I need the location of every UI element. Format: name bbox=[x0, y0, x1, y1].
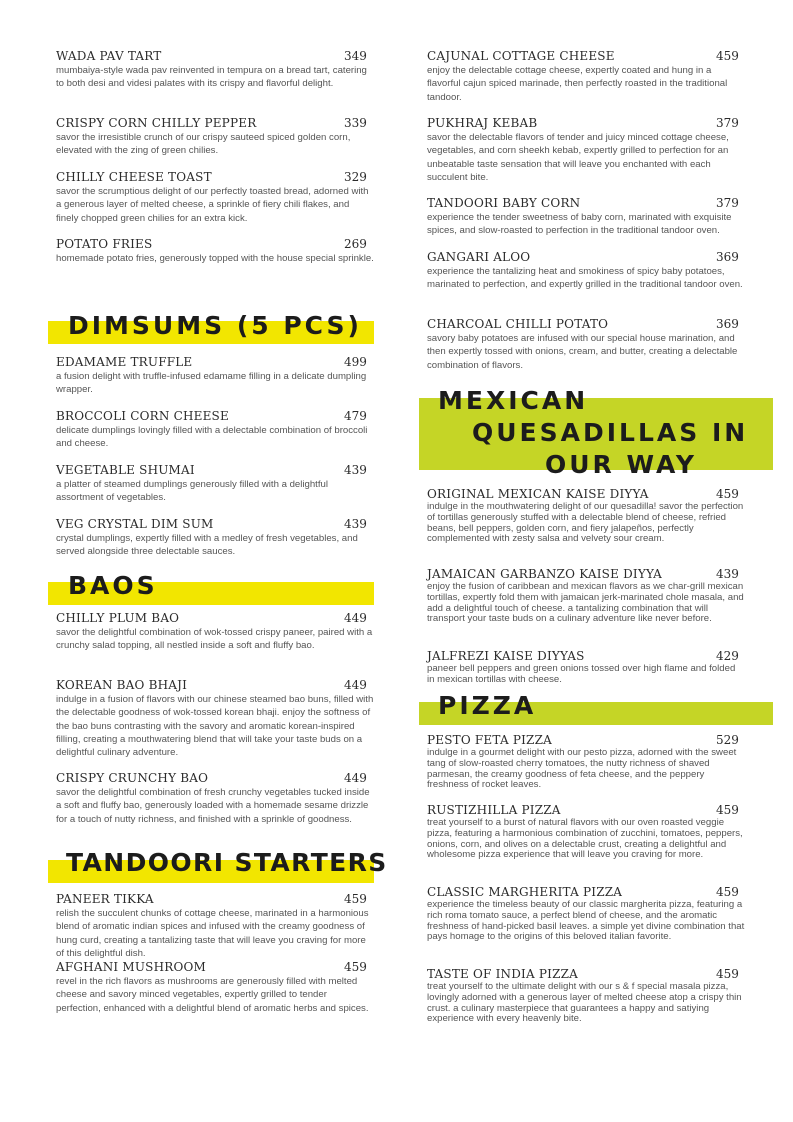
item-name: VEG CRYSTAL DIM SUM bbox=[56, 517, 214, 531]
item-description: indulge in a fusion of flavors with our chinese steamed bao buns, filled with the delectable goodness of wok-tossed korean bhaji. enjoy the softness of the bao buns contrasting with the savory and aromatic korean-inspired filling, creating a mouthwatering blend that will take your taste buds on a delightful culinary adventure. bbox=[56, 694, 374, 759]
item-name: WADA PAV TART bbox=[56, 49, 162, 63]
item-price: 459 bbox=[716, 487, 739, 501]
menu-item-vegetable-shumai bbox=[56, 463, 374, 505]
item-price: 379 bbox=[716, 196, 739, 210]
section-heading-baos: BAOS bbox=[68, 571, 158, 600]
item-description: delicate dumplings lovingly filled with a delectable combination of broccoli and cheese. bbox=[56, 425, 368, 450]
menu-item-paneer-tikka bbox=[56, 892, 376, 960]
item-price: 369 bbox=[716, 317, 739, 331]
item-price: 459 bbox=[716, 967, 739, 981]
section-heading-dimsums: DIMSUMS (5 PCS) bbox=[68, 311, 362, 340]
menu-item-jalfrezi-kaise-diyyas bbox=[427, 649, 745, 686]
item-name: KOREAN BAO BHAJI bbox=[56, 678, 188, 692]
item-description: savor the irresistible crunch of our crispy sauteed spiced golden corn, elevated with the zing of green chilies. bbox=[56, 132, 351, 157]
item-description: enjoy the delectable cottage cheese, expertly coated and hung in a flavorful cajun spiced marinade, then perfectly roasted in the traditional tandoor. bbox=[427, 65, 728, 103]
menu-item-edamame-truffle bbox=[56, 355, 374, 397]
item-price: 449 bbox=[344, 678, 367, 692]
menu-item-gangari-aloo bbox=[427, 250, 745, 292]
menu-item-veg-crystal-dim-sum bbox=[56, 517, 374, 559]
item-description: savory baby potatoes are infused with our special house marination, and then expertly tossed with onions, cream, and butter, creating a delectable combination of flavors. bbox=[427, 333, 738, 371]
item-name: RUSTIZHILLA PIZZA bbox=[427, 803, 561, 817]
menu-item-original-mexican-kaise-diyya bbox=[427, 487, 745, 545]
item-description: savor the delightful combination of wok-tossed crispy paneer, paired with a crunchy salad topping, all nestled inside a soft and fluffy bao. bbox=[56, 627, 373, 652]
item-name: BROCCOLI CORN CHEESE bbox=[56, 409, 229, 423]
item-description: paneer bell peppers and green onions tossed over high flame and folded in mexican tortillas with cheese. bbox=[427, 663, 736, 685]
item-description: a platter of steamed dumplings generously filled with a delightful assortment of vegetables. bbox=[56, 479, 328, 504]
item-name: CAJUNAL COTTAGE CHEESE bbox=[427, 49, 615, 63]
item-name: GANGARI ALOO bbox=[427, 250, 531, 264]
menu-item-broccoli-corn-cheese bbox=[56, 409, 374, 451]
item-price: 459 bbox=[716, 885, 739, 899]
item-name: AFGHANI MUSHROOM bbox=[56, 960, 207, 974]
menu-item-taste-of-india-pizza bbox=[427, 967, 745, 1025]
item-name: TANDOORI BABY CORN bbox=[427, 196, 581, 210]
item-description: indulge in a gourmet delight with our pesto pizza, adorned with the sweet tang of slow-roasted cherry tomatoes, the nutty richness of shaved parmesan, the creamy goodness of feta cheese, and the peppery freshness of rocket leaves. bbox=[427, 747, 737, 791]
item-price: 529 bbox=[716, 733, 739, 747]
item-description: experience the tender sweetness of baby corn, marinated with exquisite spices, and slow-roasted to perfection in the traditional tandoor oven. bbox=[427, 212, 732, 237]
item-price: 459 bbox=[716, 803, 739, 817]
item-description: relish the succulent chunks of cottage cheese, marinated in a harmonious blend of aromatic indian spices and infused with the creamy goodness of hung curd, creating a tantalizing taste that will leave you craving for more of this delightful dish. bbox=[56, 908, 369, 959]
item-description: indulge in the mouthwatering delight of our quesadilla! savor the perfection of tortillas generously stuffed with a delectable blend of cheese, refried beans, bell peppers, golden corn, and fiery jalapeños, perfectly complemented with zesty salsa and velvety sour cream. bbox=[427, 501, 744, 545]
section-heading-mexican-line3: OUR WAY bbox=[545, 450, 698, 479]
item-name: VEGETABLE SHUMAI bbox=[56, 463, 195, 477]
menu-item-wada-pav-tart bbox=[56, 49, 374, 91]
item-description: savor the delightful combination of fresh crunchy vegetables tucked inside a soft and fluffy bao, generously loaded with a homemade sesame drizzle for a touch of nutty richness, and finished with a sprinkle of goodness. bbox=[56, 787, 370, 825]
item-name: ORIGINAL MEXICAN KAISE DIYYA bbox=[427, 487, 649, 501]
item-price: 379 bbox=[716, 116, 739, 130]
item-name: POTATO FRIES bbox=[56, 237, 153, 251]
item-description: enjoy the fusion of caribbean and mexican flavors as we char-grill mexican tortillas, expertly fold them with jamaican jerk-marinated chole masala, and add a delightful touch of cheese. a tantalizing combination that will transport your taste buds on a culinary adventure like never before. bbox=[427, 581, 744, 625]
item-name: JAMAICAN GARBANZO KAISE DIYYA bbox=[427, 567, 663, 581]
item-price: 339 bbox=[344, 116, 367, 130]
menu-item-potato-fries bbox=[56, 237, 374, 265]
item-name: PANEER TIKKA bbox=[56, 892, 154, 906]
menu-item-crispy-corn-chilly-pepper bbox=[56, 116, 374, 158]
menu-item-cajunal-cottage-cheese bbox=[427, 49, 745, 104]
menu-item-charcoal-chilli-potato bbox=[427, 317, 745, 372]
item-price: 479 bbox=[344, 409, 367, 423]
item-price: 269 bbox=[344, 237, 367, 251]
item-description: experience the timeless beauty of our classic margherita pizza, featuring a rich roma tomato sauce, a perfect blend of cheese, and the aromatic freshness of hand-picked basil leaves. a simple yet divine combination that pays homage to the origins of this beloved italian favorite. bbox=[427, 899, 745, 943]
item-name: TASTE OF INDIA PIZZA bbox=[427, 967, 579, 981]
menu-item-pesto-feta-pizza bbox=[427, 733, 745, 791]
item-description: experience the tantalizing heat and smokiness of spicy baby potatoes, marinated to perfection, and expertly grilled in the traditional tandoor oven. bbox=[427, 266, 743, 291]
item-description: homemade potato fries, generously topped with the house special sprinkle. bbox=[56, 253, 374, 264]
item-price: 459 bbox=[344, 892, 367, 906]
item-name: CLASSIC MARGHERITA PIZZA bbox=[427, 885, 623, 899]
item-description: savor the scrumptious delight of our perfectly toasted bread, adorned with a generous layer of melted cheese, a sprinkle of fiery chili flakes, and finely chopped green chilies for an extra kick. bbox=[56, 186, 369, 224]
menu-item-classic-margherita-pizza bbox=[427, 885, 745, 943]
item-name: CRISPY CORN CHILLY PEPPER bbox=[56, 116, 257, 130]
item-price: 439 bbox=[716, 567, 739, 581]
menu-item-chilly-plum-bao bbox=[56, 611, 374, 653]
section-heading-tandoori-starters: TANDOORI STARTERS bbox=[66, 848, 388, 877]
item-price: 329 bbox=[344, 170, 367, 184]
item-price: 439 bbox=[344, 463, 367, 477]
item-description: treat yourself to a burst of natural flavors with our oven roasted veggie pizza, featuring a harmonious combination of zucchini, tomatoes, peppers, onions, corn, and olives on a delectable crust, creating a delightful and wholesome pizza experience that will leave you craving for more. bbox=[427, 817, 743, 861]
menu-item-tandoori-baby-corn bbox=[427, 196, 745, 238]
section-heading-mexican-line1: MEXICAN bbox=[438, 386, 589, 415]
item-name: JALFREZI KAISE DIYYAS bbox=[427, 649, 585, 663]
item-name: CHARCOAL CHILLI POTATO bbox=[427, 317, 609, 331]
item-price: 459 bbox=[716, 49, 739, 63]
item-description: revel in the rich flavors as mushrooms are generously filled with melted cheese and savory minced vegetables, expertly grilled to tender perfection, enhanced with a delightful blend of aromatic herbs and spices. bbox=[56, 976, 369, 1014]
item-description: a fusion delight with truffle-infused edamame filling in a delicate dumpling wrapper. bbox=[56, 371, 367, 396]
item-price: 369 bbox=[716, 250, 739, 264]
item-price: 429 bbox=[716, 649, 739, 663]
item-description: savor the delectable flavors of tender and juicy minced cottage cheese, vegetables, and corn sheekh kebab, expertly grilled to perfection for an unbeatable taste sensation that will leave you enchanted with each succulent bite. bbox=[427, 132, 729, 183]
item-price: 449 bbox=[344, 611, 367, 625]
item-price: 449 bbox=[344, 771, 367, 785]
item-price: 439 bbox=[344, 517, 367, 531]
section-heading-mexican-line2: QUESADILLAS IN bbox=[472, 418, 749, 447]
item-price: 349 bbox=[344, 49, 367, 63]
section-heading-pizza: PIZZA bbox=[438, 691, 537, 720]
menu-item-afghani-mushroom bbox=[56, 960, 374, 1015]
item-name: PUKHRAJ KEBAB bbox=[427, 116, 538, 130]
menu-item-crispy-crunchy-bao bbox=[56, 771, 374, 826]
item-price: 499 bbox=[344, 355, 367, 369]
item-description: treat yourself to the ultimate delight with our s & f special masala pizza, lovingly adorned with a generous layer of melted cheese atop a crispy thin crust. a culinary masterpiece that guarantees a happy and satiying experience with every heavenly bite. bbox=[427, 981, 742, 1025]
item-name: EDAMAME TRUFFLE bbox=[56, 355, 193, 369]
menu-item-pukhraj-kebab bbox=[427, 116, 745, 184]
menu-item-jamaican-garbanzo-kaise-diyya bbox=[427, 567, 745, 625]
item-name: PESTO FETA PIZZA bbox=[427, 733, 552, 747]
menu-item-korean-bao-bhaji bbox=[56, 678, 374, 759]
item-description: mumbaiya-style wada pav reinvented in tempura on a bread tart, catering to both desi and videsi palates with its crispy and flavorful delight. bbox=[56, 65, 367, 90]
item-description: crystal dumplings, expertly filled with a medley of fresh vegetables, and served alongside three delectable sauces. bbox=[56, 533, 358, 558]
item-name: CHILLY CHEESE TOAST bbox=[56, 170, 212, 184]
item-name: CHILLY PLUM BAO bbox=[56, 611, 180, 625]
item-price: 459 bbox=[344, 960, 367, 974]
item-name: CRISPY CRUNCHY BAO bbox=[56, 771, 209, 785]
menu-item-rustizhilla-pizza bbox=[427, 803, 745, 861]
menu-item-chilly-cheese-toast bbox=[56, 170, 374, 225]
